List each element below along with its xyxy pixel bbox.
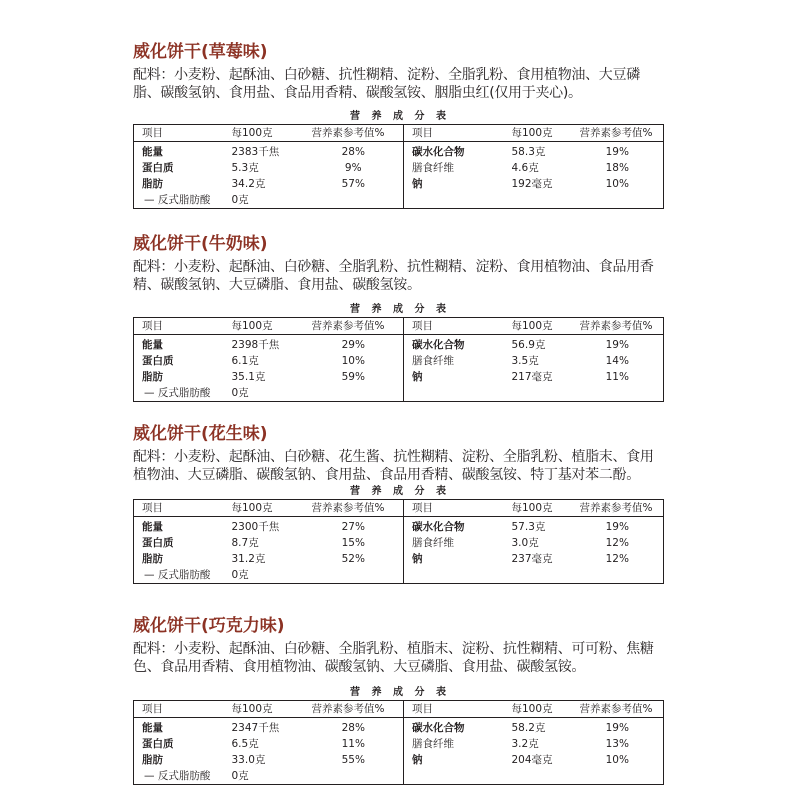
nutrition-table-title: 营 养 成 分 表	[350, 111, 450, 122]
nutrient-name: 蛋白质	[142, 162, 174, 174]
table-row	[134, 736, 664, 752]
nutrient-name: 碳水化合物	[404, 718, 504, 737]
nutrient-nrv: 19%	[605, 146, 629, 158]
trans-fat-value: 0克	[231, 770, 249, 782]
nutrient-value: 8.7克	[231, 537, 259, 549]
product-title: 威化饼干(花生味)	[133, 424, 268, 444]
product-title: 威化饼干(巧克力味)	[133, 616, 285, 636]
nutrient-value: 5.3克	[231, 162, 259, 174]
nutrient-nrv: 12%	[605, 537, 629, 549]
header-nrv: 营养素参考值%	[304, 500, 404, 517]
nutrient-value: 33.0克	[231, 754, 266, 766]
nutrient-value: 3.5克	[511, 355, 539, 367]
table-header-row	[134, 318, 664, 335]
nutrient-nrv: 59%	[341, 371, 365, 383]
nutrient-name: 蛋白质	[142, 537, 174, 549]
nutrient-nrv: 28%	[341, 722, 365, 734]
nutrient-name: 膳食纤维	[404, 160, 504, 176]
header-item: 项目	[134, 500, 224, 517]
nutrient-value: 192毫克	[511, 178, 553, 190]
header-nrv: 营养素参考值%	[572, 701, 664, 718]
nutrient-name: 钠	[404, 752, 504, 768]
nutrient-nrv: 27%	[341, 521, 365, 533]
header-nrv: 营养素参考值%	[304, 125, 404, 142]
nutrient-name: 脂肪	[142, 371, 163, 383]
nutrition-table-title: 营 养 成 分 表	[350, 304, 450, 315]
product-milk	[133, 232, 663, 402]
nutrient-nrv: 10%	[605, 754, 629, 766]
nutrient-value: 237毫克	[511, 553, 553, 565]
nutrient-nrv: 11%	[341, 738, 365, 750]
table-row	[134, 335, 664, 354]
nutrient-value: 35.1克	[231, 371, 266, 383]
header-per100: 每100克	[224, 318, 304, 335]
nutrient-nrv: 18%	[605, 162, 629, 174]
nutrient-name: 钠	[404, 551, 504, 567]
nutrient-nrv: 9%	[344, 162, 362, 174]
trans-fat-name: — 反式脂肪酸	[144, 569, 211, 581]
product-title: 威化饼干(牛奶味)	[133, 234, 268, 254]
nutrient-value: 34.2克	[231, 178, 266, 190]
trans-fat-value: 0克	[231, 194, 249, 206]
nutrient-nrv: 19%	[605, 722, 629, 734]
table-row	[134, 768, 664, 785]
nutrient-value: 2347千焦	[231, 722, 280, 734]
table-row	[134, 567, 664, 584]
nutrient-nrv: 11%	[605, 371, 629, 383]
product-strawberry	[133, 40, 663, 209]
nutrient-name: 蛋白质	[142, 738, 174, 750]
ingredients-text: 配料：小麦粉、起酥油、白砂糖、花生酱、抗性糊精、淀粉、全脂乳粉、植脂末、食用植物油、大豆磷脂、碳酸氢钠、食用盐、食品用香精、碳酸氢铵、特丁基对苯二酚。	[133, 449, 654, 483]
nutrient-nrv: 13%	[605, 738, 629, 750]
nutrient-name: 碳水化合物	[404, 142, 504, 161]
header-nrv: 营养素参考值%	[572, 318, 664, 335]
nutrient-nrv: 19%	[605, 521, 629, 533]
nutrient-nrv: 55%	[341, 754, 365, 766]
nutrient-name: 碳水化合物	[404, 335, 504, 354]
nutrient-value: 2383千焦	[231, 146, 280, 158]
nutrient-value: 6.5克	[231, 738, 259, 750]
table-header-row	[134, 701, 664, 718]
table-row	[134, 535, 664, 551]
nutrition-table-title: 营 养 成 分 表	[350, 486, 450, 497]
header-item: 项目	[134, 125, 224, 142]
nutrient-name: 脂肪	[142, 553, 163, 565]
header-item: 项目	[134, 318, 224, 335]
nutrient-nrv: 28%	[341, 146, 365, 158]
header-per100: 每100克	[224, 125, 304, 142]
ingredients-text: 配料：小麦粉、起酥油、白砂糖、全脂乳粉、抗性糊精、淀粉、食用植物油、食品用香精、碳酸氢钠、大豆磷脂、食用盐、碳酸氢铵。	[133, 259, 654, 293]
header-item: 项目	[404, 701, 504, 718]
header-item: 项目	[404, 500, 504, 517]
nutrient-name: 能量	[142, 339, 163, 351]
nutrient-value: 56.9克	[511, 339, 546, 351]
nutrient-name: 能量	[142, 146, 163, 158]
nutrient-name: 脂肪	[142, 178, 163, 190]
table-row	[134, 752, 664, 768]
nutrient-value: 2398千焦	[231, 339, 280, 351]
nutrient-nrv: 10%	[341, 355, 365, 367]
nutrient-name: 膳食纤维	[404, 736, 504, 752]
table-row	[134, 718, 664, 737]
nutrient-nrv: 12%	[605, 553, 629, 565]
product-title: 威化饼干(草莓味)	[133, 42, 268, 62]
trans-fat-value: 0克	[231, 569, 249, 581]
nutrient-nrv: 57%	[341, 178, 365, 190]
header-item: 项目	[404, 318, 504, 335]
ingredients-text: 配料：小麦粉、起酥油、白砂糖、抗性糊精、淀粉、全脂乳粉、食用植物油、大豆磷脂、碳酸氢钠、食用盐、食品用香精、碳酸氢铵、胭脂虫红(仅用于夹心)。	[133, 67, 640, 101]
nutrient-name: 能量	[142, 521, 163, 533]
nutrient-name: 脂肪	[142, 754, 163, 766]
nutrient-name: 碳水化合物	[404, 517, 504, 536]
header-per100: 每100克	[224, 500, 304, 517]
nutrition-table	[133, 700, 664, 785]
header-per100: 每100克	[504, 318, 572, 335]
nutrition-table	[133, 317, 664, 402]
nutrient-value: 4.6克	[511, 162, 539, 174]
header-per100: 每100克	[224, 701, 304, 718]
header-nrv: 营养素参考值%	[304, 318, 404, 335]
ingredients-text: 配料：小麦粉、起酥油、白砂糖、全脂乳粉、植脂末、淀粉、抗性糊精、可可粉、焦糖色、食品用香精、食用植物油、碳酸氢钠、大豆磷脂、食用盐、碳酸氢铵。	[133, 641, 654, 675]
nutrient-name: 钠	[404, 369, 504, 385]
table-row	[134, 176, 664, 192]
nutrient-value: 2300千焦	[231, 521, 280, 533]
table-row	[134, 517, 664, 536]
table-header-row	[134, 500, 664, 517]
nutrient-nrv: 15%	[341, 537, 365, 549]
header-nrv: 营养素参考值%	[304, 701, 404, 718]
header-nrv: 营养素参考值%	[572, 125, 664, 142]
header-nrv: 营养素参考值%	[572, 500, 664, 517]
table-row	[134, 142, 664, 161]
nutrient-value: 217毫克	[511, 371, 553, 383]
table-row	[134, 353, 664, 369]
header-item: 项目	[404, 125, 504, 142]
nutrition-table	[133, 499, 664, 584]
nutrient-value: 6.1克	[231, 355, 259, 367]
nutrient-value: 31.2克	[231, 553, 266, 565]
table-row	[134, 160, 664, 176]
table-row	[134, 551, 664, 567]
trans-fat-name: — 反式脂肪酸	[144, 387, 211, 399]
nutrient-nrv: 29%	[341, 339, 365, 351]
table-row	[134, 385, 664, 402]
nutrient-value: 3.0克	[511, 537, 539, 549]
table-row	[134, 192, 664, 209]
header-per100: 每100克	[504, 125, 572, 142]
nutrition-table	[133, 124, 664, 209]
nutrient-value: 57.3克	[511, 521, 546, 533]
product-chocolate	[133, 614, 663, 785]
nutrient-nrv: 52%	[341, 553, 365, 565]
nutrient-value: 204毫克	[511, 754, 553, 766]
nutrient-name: 钠	[404, 176, 504, 192]
header-per100: 每100克	[504, 701, 572, 718]
nutrient-value: 58.3克	[511, 146, 546, 158]
header-item: 项目	[134, 701, 224, 718]
trans-fat-name: — 反式脂肪酸	[144, 770, 211, 782]
trans-fat-value: 0克	[231, 387, 249, 399]
trans-fat-name: — 反式脂肪酸	[144, 194, 211, 206]
nutrient-nrv: 14%	[605, 355, 629, 367]
nutrient-value: 3.2克	[511, 738, 539, 750]
nutrition-table-title: 营 养 成 分 表	[350, 687, 450, 698]
table-row	[134, 369, 664, 385]
product-peanut	[133, 422, 663, 584]
nutrient-name: 膳食纤维	[404, 535, 504, 551]
nutrient-name: 能量	[142, 722, 163, 734]
table-header-row	[134, 125, 664, 142]
nutrient-value: 58.2克	[511, 722, 546, 734]
nutrient-name: 蛋白质	[142, 355, 174, 367]
nutrient-name: 膳食纤维	[404, 353, 504, 369]
nutrient-nrv: 10%	[605, 178, 629, 190]
header-per100: 每100克	[504, 500, 572, 517]
nutrient-nrv: 19%	[605, 339, 629, 351]
